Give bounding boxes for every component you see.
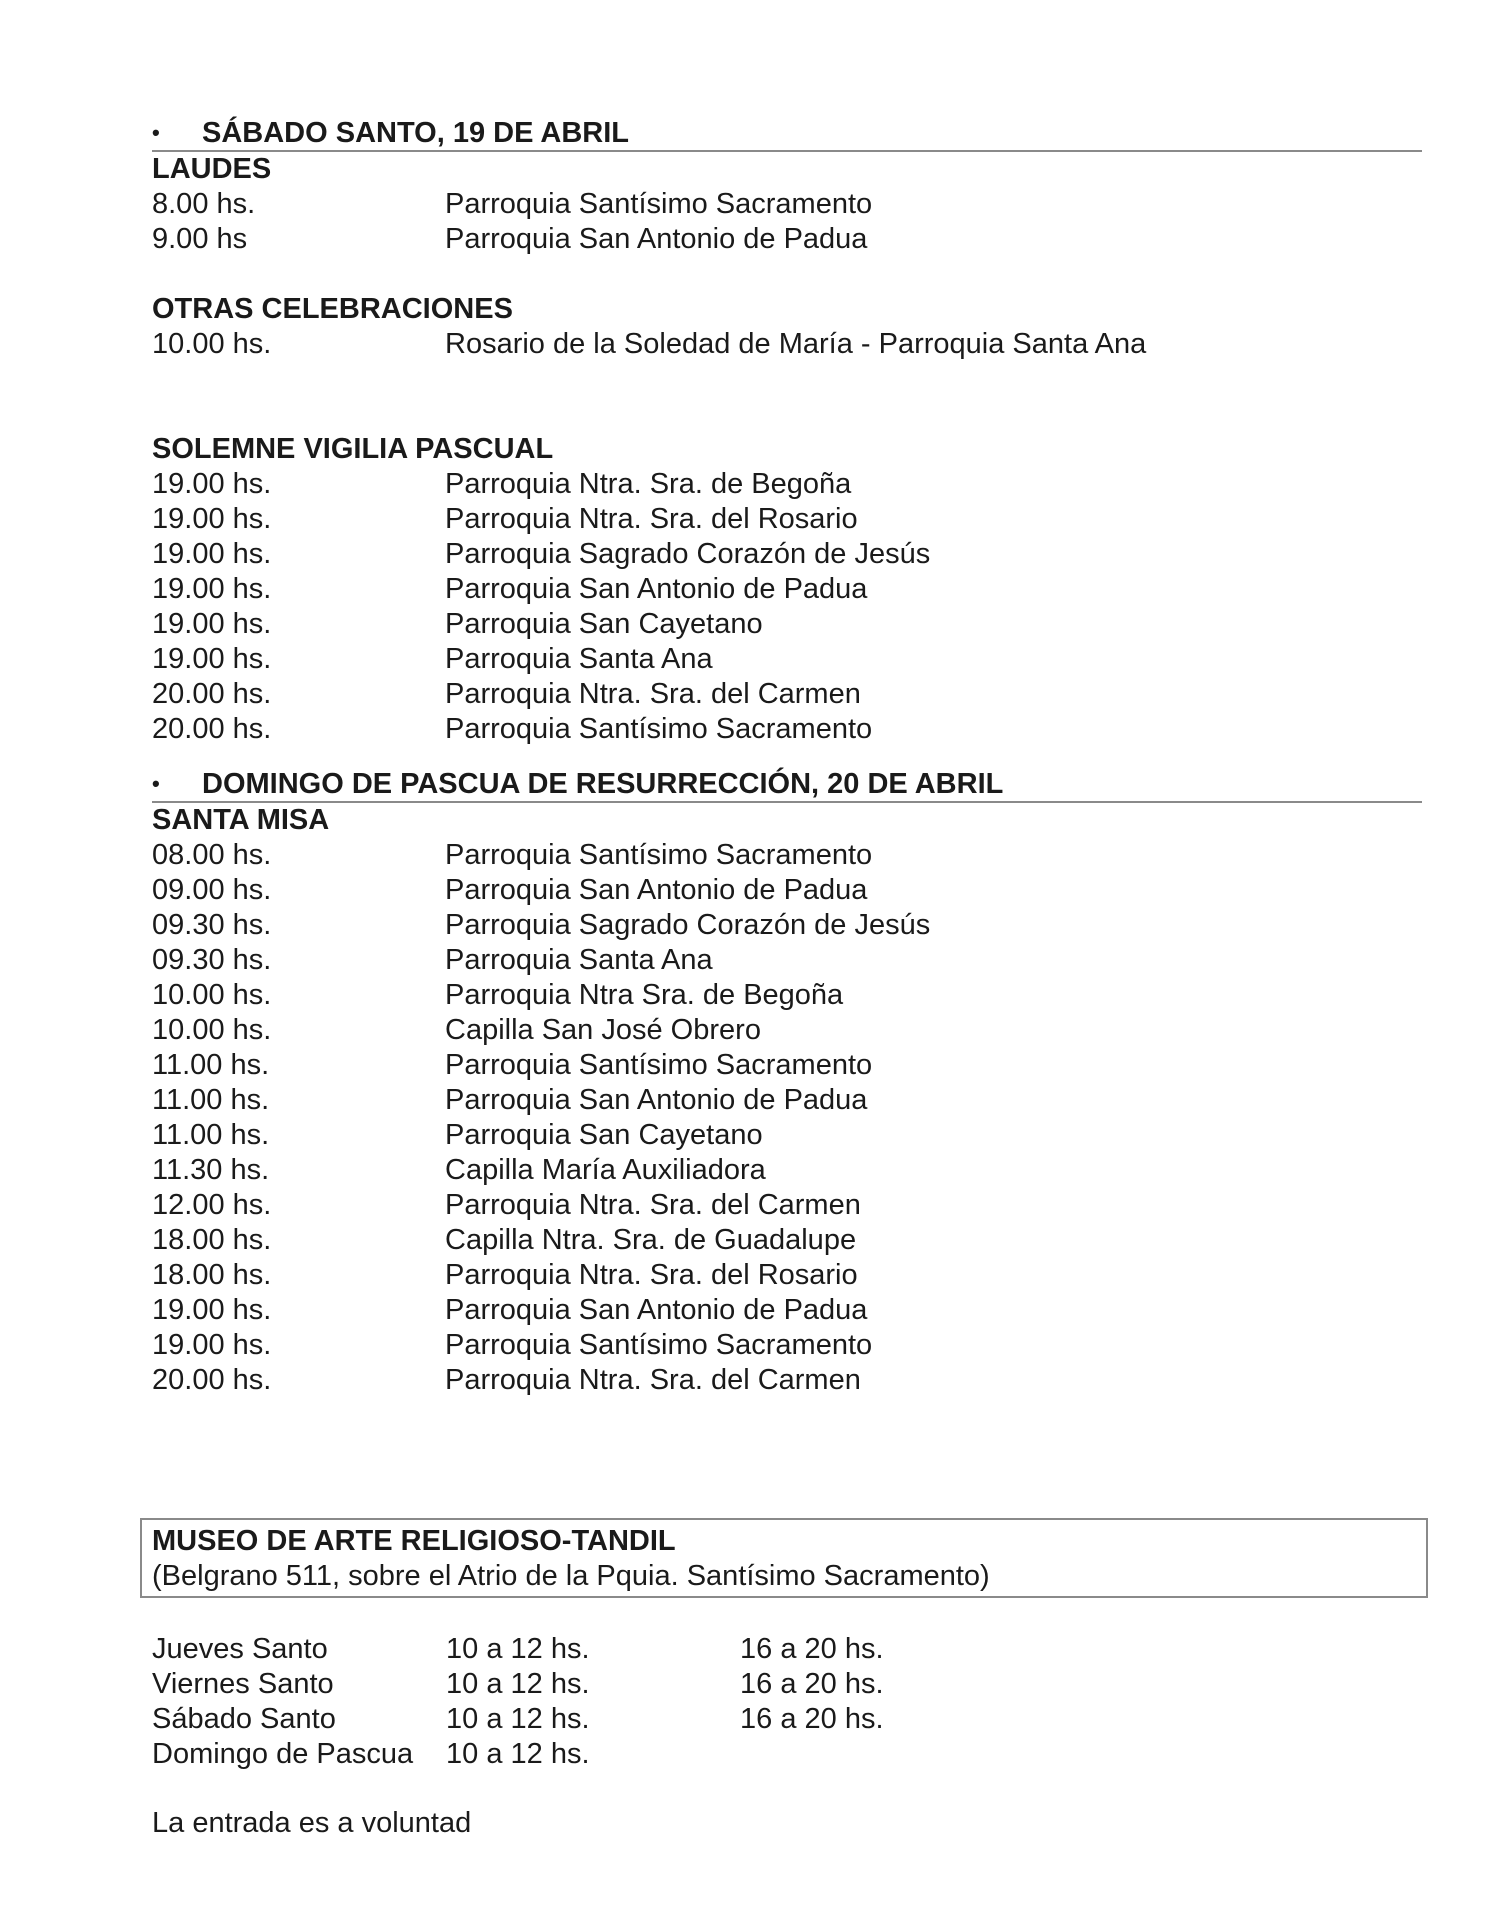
schedule-row [152, 327, 1422, 362]
schedule-row [152, 1048, 1422, 1083]
time: 19.00 hs. [152, 1329, 272, 1361]
place: Parroquia Santísimo Sacramento [445, 839, 873, 871]
place: Capilla San José Obrero [445, 1014, 761, 1046]
place: Parroquia Santísimo Sacramento [445, 1329, 873, 1361]
schedule-row [152, 1153, 1422, 1188]
place: Parroquia San Antonio de Padua [445, 573, 868, 605]
hours-day: Sábado Santo [152, 1703, 336, 1735]
vigilia-list [152, 467, 1422, 747]
time: 08.00 hs. [152, 839, 272, 871]
schedule-row [152, 1223, 1422, 1258]
place: Parroquia Santísimo Sacramento [445, 713, 873, 745]
place: Parroquia Ntra Sra. de Begoña [445, 979, 844, 1011]
document-page [152, 112, 1422, 1398]
place: Parroquia San Antonio de Padua [445, 874, 868, 906]
time: 09.00 hs. [152, 874, 272, 906]
schedule-row [152, 873, 1422, 908]
time: 09.30 hs. [152, 909, 272, 941]
section-title-otras: OTRAS CELEBRACIONES [152, 293, 513, 325]
time: 10.00 hs. [152, 1014, 272, 1046]
time: 19.00 hs. [152, 468, 272, 500]
place: Parroquia Ntra. Sra. del Carmen [445, 1364, 861, 1396]
time: 20.00 hs. [152, 1364, 272, 1396]
hours-row [152, 1667, 884, 1702]
time: 19.00 hs. [152, 643, 272, 675]
hours-day: Jueves Santo [152, 1633, 328, 1665]
schedule-row [152, 1188, 1422, 1223]
time: 10.00 hs. [152, 328, 272, 360]
time: 12.00 hs. [152, 1189, 272, 1221]
place: Parroquia San Antonio de Padua [445, 1084, 868, 1116]
hours-morning: 10 a 12 hs. [446, 1738, 590, 1770]
section-title-santa-misa: SANTA MISA [152, 804, 330, 836]
schedule-row [152, 978, 1422, 1013]
laudes-list [152, 187, 1422, 257]
schedule-row [152, 537, 1422, 572]
bullet: • [152, 771, 160, 796]
hours-morning: 10 a 12 hs. [446, 1703, 590, 1735]
place: Parroquia Ntra. Sra. del Rosario [445, 1259, 858, 1291]
schedule-row [152, 908, 1422, 943]
place: Parroquia Santa Ana [445, 944, 713, 976]
schedule-row [152, 1013, 1422, 1048]
hours-day: Domingo de Pascua [152, 1738, 414, 1770]
time: 11.00 hs. [152, 1119, 270, 1151]
time: 11.00 hs. [152, 1084, 270, 1116]
schedule-row [152, 502, 1422, 537]
hours-morning: 10 a 12 hs. [446, 1668, 590, 1700]
museum-title: MUSEO DE ARTE RELIGIOSO-TANDIL [152, 1525, 676, 1557]
bullet: • [152, 120, 160, 145]
place: Rosario de la Soledad de María - Parroquia Santa Ana [445, 328, 1147, 360]
time: 19.00 hs. [152, 573, 272, 605]
museum-address: (Belgrano 511, sobre el Atrio de la Pquia. Santísimo Sacramento) [152, 1560, 990, 1592]
schedule-row [152, 572, 1422, 607]
time: 11.00 hs. [152, 1049, 270, 1081]
time: 19.00 hs. [152, 503, 272, 535]
day-heading-saturday [152, 112, 1422, 152]
place: Capilla María Auxiliadora [445, 1154, 766, 1186]
time: 18.00 hs. [152, 1224, 272, 1256]
misa-list [152, 838, 1422, 1398]
schedule-row [152, 943, 1422, 978]
schedule-row [152, 222, 1422, 257]
place: Parroquia Ntra. Sra. de Begoña [445, 468, 852, 500]
hours-afternoon: 16 a 20 hs. [740, 1633, 884, 1665]
schedule-row [152, 187, 1422, 222]
place: Capilla Ntra. Sra. de Guadalupe [445, 1224, 857, 1256]
time: 8.00 hs. [152, 188, 256, 220]
section-title-vigilia: SOLEMNE VIGILIA PASCUAL [152, 433, 554, 465]
place: Parroquia Sagrado Corazón de Jesús [445, 909, 931, 941]
hours-day: Viernes Santo [152, 1668, 334, 1700]
time: 19.00 hs. [152, 608, 272, 640]
time: 20.00 hs. [152, 713, 272, 745]
time: 11.30 hs. [152, 1154, 270, 1186]
schedule-row [152, 607, 1422, 642]
place: Parroquia San Antonio de Padua [445, 1294, 868, 1326]
time: 09.30 hs. [152, 944, 272, 976]
day-title: SÁBADO SANTO, 19 DE ABRIL [202, 117, 629, 149]
time: 20.00 hs. [152, 678, 272, 710]
place: Parroquia Santísimo Sacramento [445, 1049, 873, 1081]
place: Parroquia San Cayetano [445, 1119, 763, 1151]
time: 19.00 hs. [152, 1294, 272, 1326]
hours-afternoon: 16 a 20 hs. [740, 1703, 884, 1735]
schedule-row [152, 1083, 1422, 1118]
hours-row [152, 1632, 884, 1667]
schedule-row [152, 642, 1422, 677]
schedule-row [152, 1328, 1422, 1363]
schedule-row [152, 467, 1422, 502]
place: Parroquia Ntra. Sra. del Rosario [445, 503, 858, 535]
place: Parroquia Sagrado Corazón de Jesús [445, 538, 931, 570]
time: 9.00 hs [152, 223, 248, 255]
museum-hours [152, 1632, 884, 1772]
schedule-row [152, 712, 1422, 747]
place: Parroquia San Antonio de Padua [445, 223, 868, 255]
hours-morning: 10 a 12 hs. [446, 1633, 590, 1665]
place: Parroquia Ntra. Sra. del Carmen [445, 1189, 861, 1221]
schedule-row [152, 1258, 1422, 1293]
time: 10.00 hs. [152, 979, 272, 1011]
hours-row [152, 1737, 884, 1772]
hours-row [152, 1702, 884, 1737]
schedule-row [152, 1363, 1422, 1398]
schedule-row [152, 838, 1422, 873]
entry-note: La entrada es a voluntad [152, 1807, 472, 1839]
time: 18.00 hs. [152, 1259, 272, 1291]
place: Parroquia Santa Ana [445, 643, 713, 675]
time: 19.00 hs. [152, 538, 272, 570]
place: Parroquia Santísimo Sacramento [445, 188, 873, 220]
place: Parroquia Ntra. Sra. del Carmen [445, 678, 861, 710]
section-title-laudes: LAUDES [152, 153, 272, 185]
day-heading-sunday [152, 763, 1422, 803]
hours-afternoon: 16 a 20 hs. [740, 1668, 884, 1700]
schedule-row [152, 1293, 1422, 1328]
schedule-row [152, 1118, 1422, 1153]
place: Parroquia San Cayetano [445, 608, 763, 640]
day-title: DOMINGO DE PASCUA DE RESURRECCIÓN, 20 DE ABRIL [202, 768, 1004, 800]
museum-box [140, 1518, 1428, 1598]
schedule-row [152, 677, 1422, 712]
